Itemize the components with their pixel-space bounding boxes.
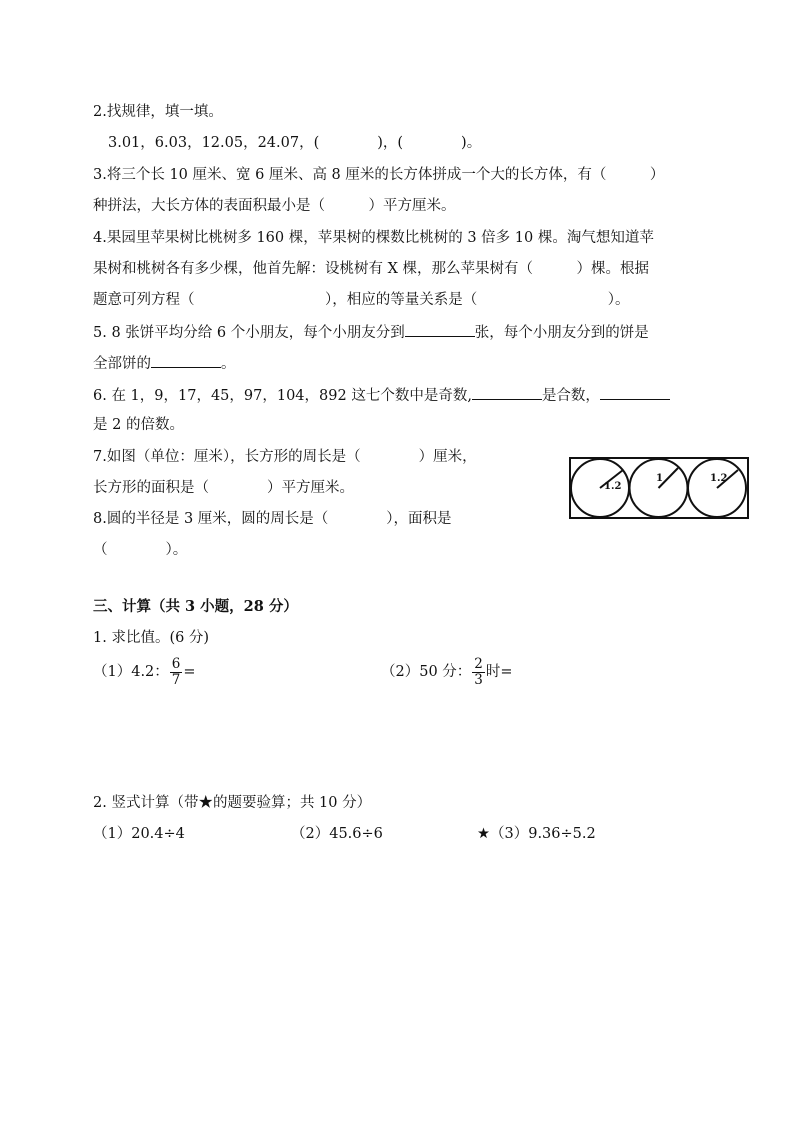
- figure-label-3: 1.2: [710, 473, 728, 484]
- s1-a-numerator: 6: [171, 655, 181, 672]
- s1-b-suffix: 时=: [485, 664, 513, 680]
- q7-line2: 长方形的面积是（ ）平方厘米。: [93, 480, 354, 496]
- q6-line2: 是 2 的倍数。: [93, 417, 184, 433]
- s2-problem-3: ★（3）9.36÷5.2: [477, 826, 596, 842]
- q3-line1: 3.将三个长 10 厘米、宽 6 厘米、高 8 厘米的长方体拼成一个大的长方体，有（ ）: [93, 167, 665, 183]
- q4-line1: 4.果园里苹果树比桃树多 160 棵，苹果树的棵数比桃树的 3 倍多 10 棵。淘气想知道苹: [93, 230, 654, 246]
- q8-line1: 8.圆的半径是 3 厘米，圆的周长是（ ），面积是: [93, 511, 452, 527]
- q3-line2: 种拼法，大长方体的表面积最小是（ ）平方厘米。: [93, 198, 456, 214]
- q6-blank-1: [472, 384, 542, 400]
- q5-line2: [93, 352, 236, 374]
- q4-line2: 果树和桃树各有多少棵，他首先解：设桃树有 X 棵，那么苹果树有（ ）棵。根据: [93, 261, 650, 277]
- s1-b-prefix: （2）50 分：: [381, 664, 472, 680]
- q6-line1: [93, 384, 670, 406]
- q6-blank-2: [600, 384, 670, 400]
- s1-a-prefix: （1）4.2：: [93, 664, 169, 680]
- s2-problem-1: （1）20.4÷4: [93, 826, 185, 842]
- q6-text-a: 6. 在 1，9，17，45，97，104，892 这七个数中是奇数,: [93, 388, 472, 404]
- s1-a-fraction: [170, 657, 183, 688]
- s1-b-denominator: 3: [474, 671, 483, 688]
- s1-problem-b: [381, 654, 513, 690]
- q6-text-b: 是合数，: [541, 388, 600, 404]
- q5-line1: [93, 321, 649, 343]
- q7-rectangle-circles-figure: [568, 456, 752, 522]
- q2-title: 2.找规律，填一填。: [93, 104, 223, 120]
- s1-b-numerator: 2: [474, 655, 483, 672]
- q5-text-a: 5. 8 张饼平均分给 6 个小朋友，每个小朋友分到: [93, 325, 405, 341]
- q5-blank-1: [405, 321, 475, 337]
- section3-heading: 三、计算（共 3 小题，28 分）: [93, 598, 298, 615]
- q5-blank-2: [151, 352, 221, 368]
- s1-b-fraction: [472, 657, 485, 688]
- s1-problem-a: [93, 654, 196, 690]
- q5-text-c: 全部饼的: [93, 356, 151, 372]
- q4-line3: 题意可列方程（ ），相应的等量关系是（ ）。: [93, 292, 630, 308]
- s1-title: 1. 求比值。(6 分): [93, 630, 210, 646]
- s2-problem-2: （2）45.6÷6: [291, 826, 383, 842]
- q5-text-d: 。: [221, 356, 236, 372]
- q2-sequence: 3.01，6.03，12.05，24.07，( )，( )。: [108, 135, 482, 151]
- q8-line2: （ ）。: [93, 542, 188, 558]
- s1-a-denominator: 7: [171, 671, 181, 688]
- figure-label-1: 1.2: [604, 481, 622, 492]
- q7-line1: 7.如图（单位：厘米），长方形的周长是（ ）厘米，: [93, 449, 477, 465]
- s1-a-suffix: =: [183, 664, 196, 680]
- s2-title: 2. 竖式计算（带★的题要验算；共 10 分）: [93, 795, 372, 811]
- figure-label-2: 1: [656, 473, 663, 484]
- q5-text-b: 张，每个小朋友分到的饼是: [474, 325, 649, 341]
